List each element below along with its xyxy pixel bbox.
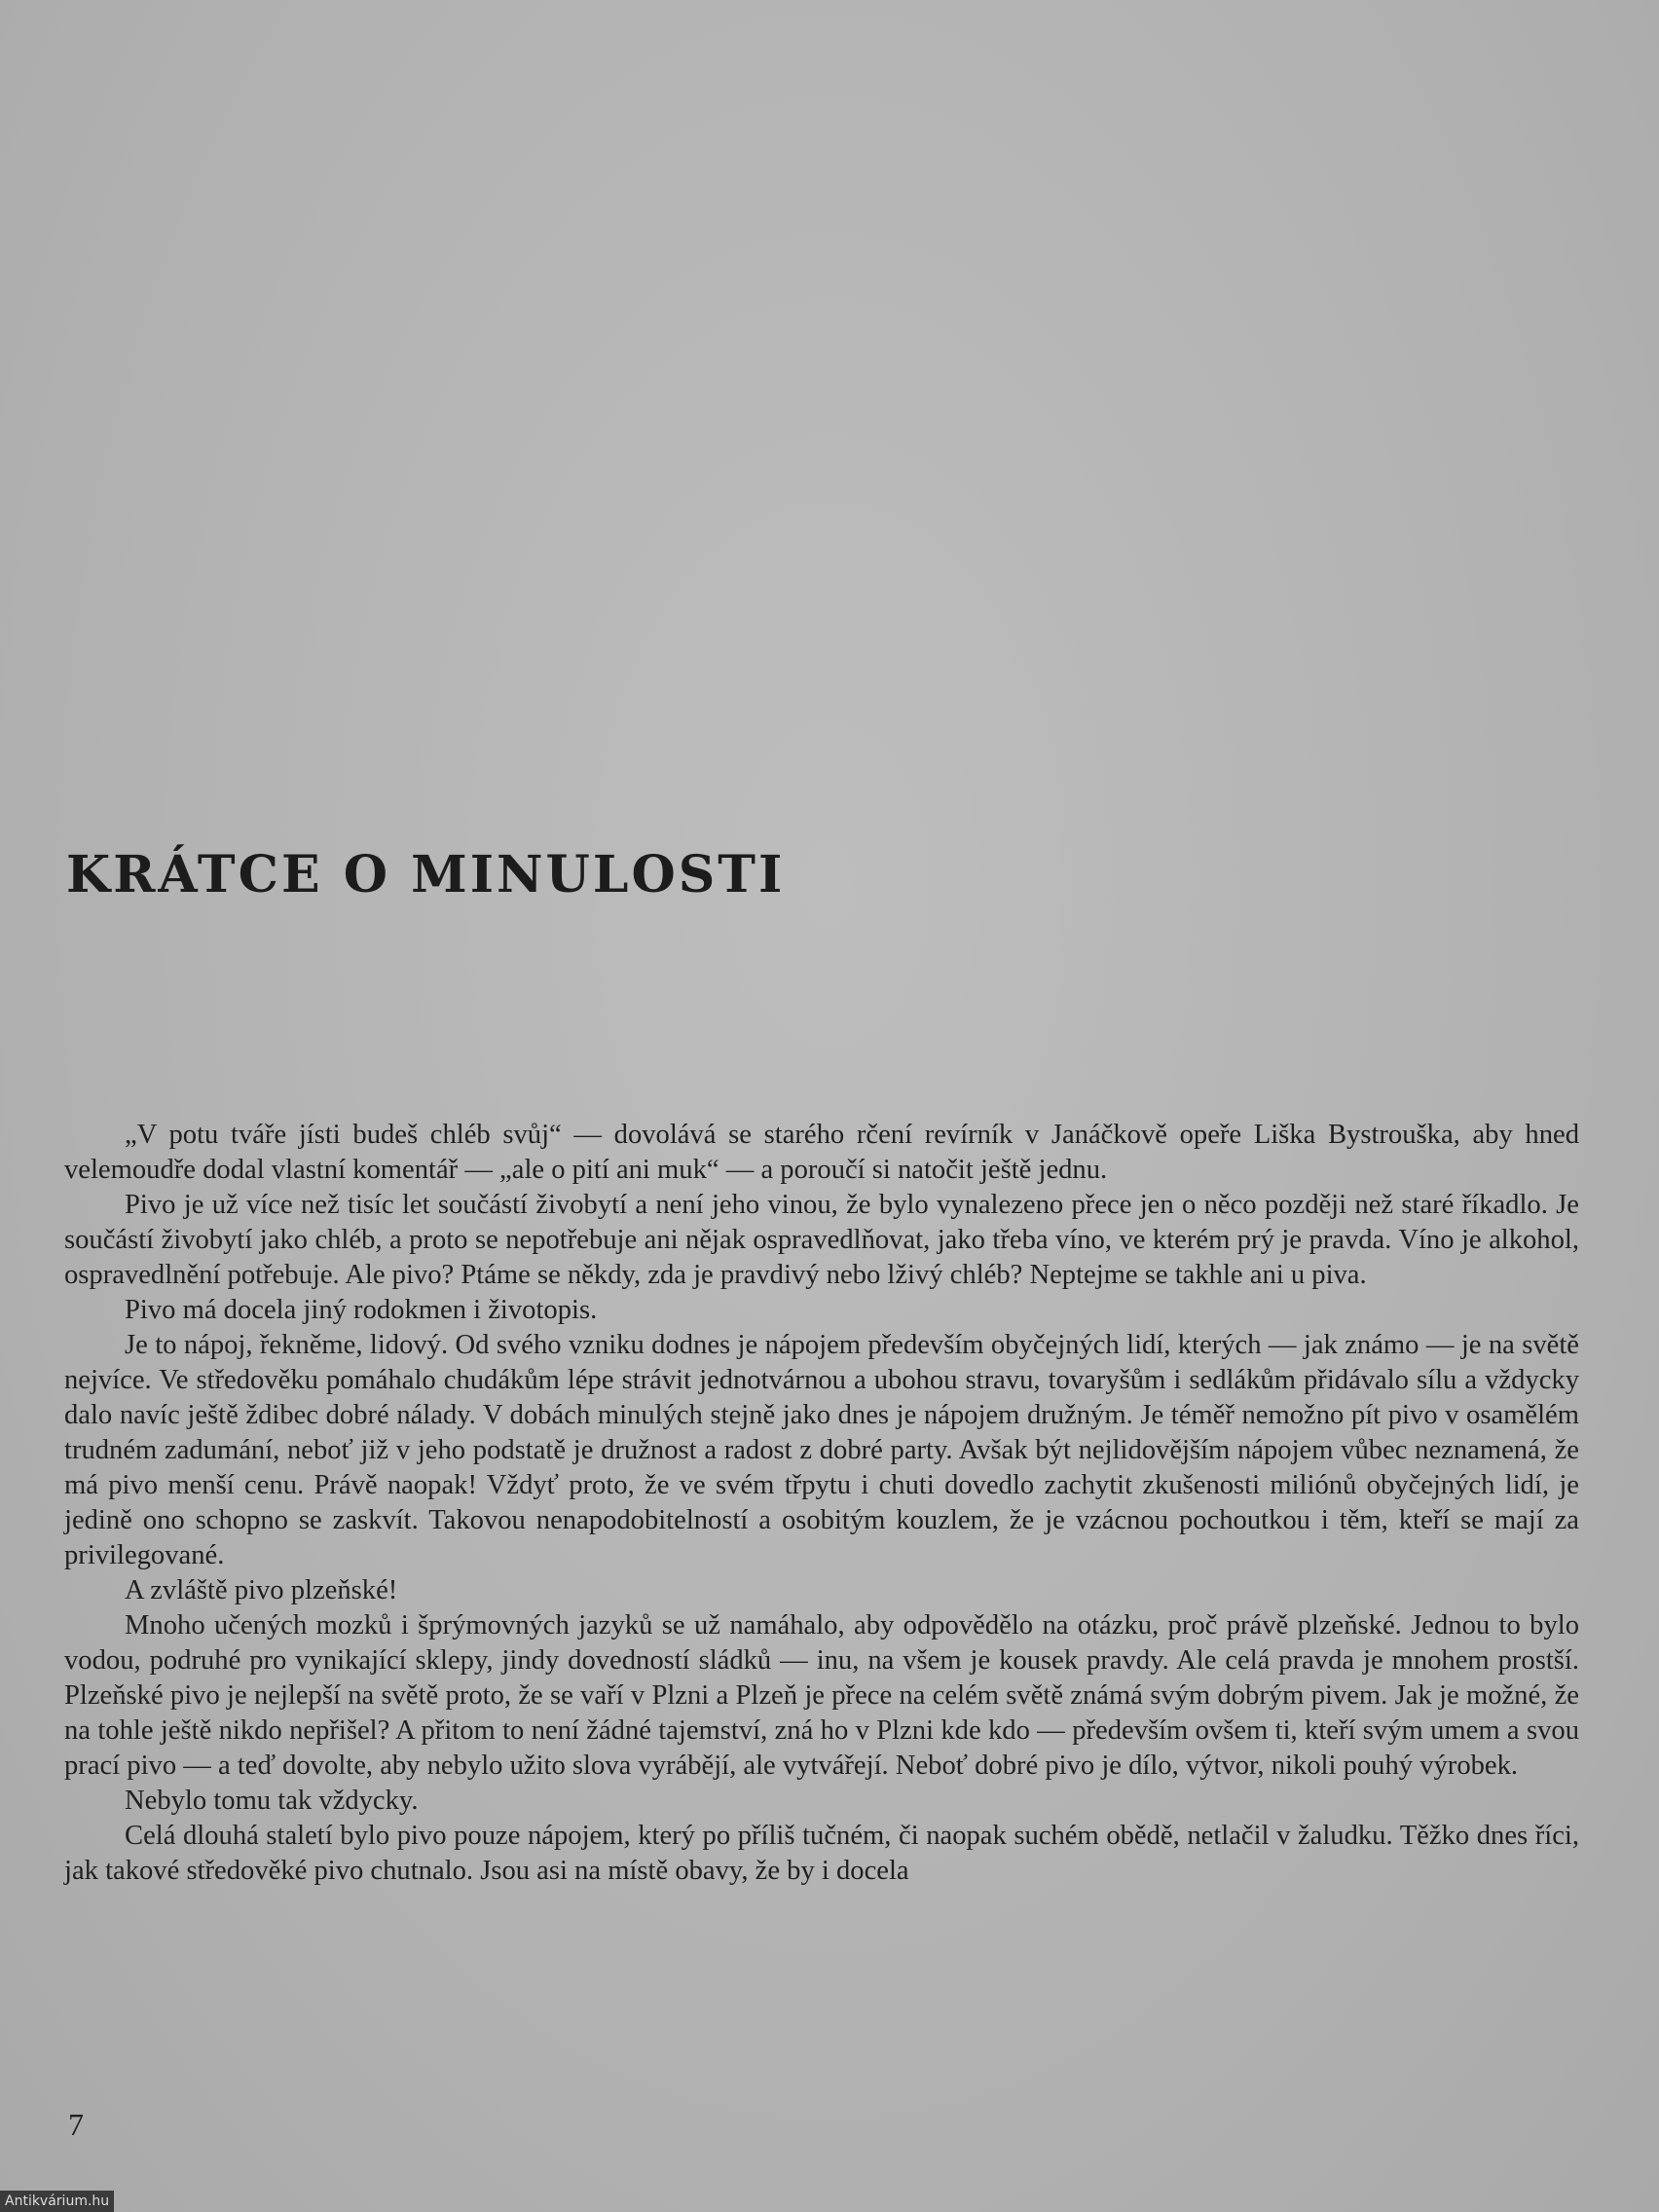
paragraph: Pivo je už více než tisíc let součástí živobytí a není jeho vinou, že bylo vynalezeno přece jen o něco později než staré říkadlo. Je součástí živobytí jako chléb, a proto se nepotřebuje ani nějak ospravedlňovat, jako třeba víno, ve kterém prý je pravda. Víno je alkohol, ospravedlnění potřebuje. Ale pivo? Ptáme se někdy, zda je pravdivý nebo lživý chléb? Neptejme se takhle ani u piva.	[64, 1190, 1579, 1290]
page-number: 7	[68, 2107, 84, 2142]
paragraph: Pivo má docela jiný rodokmen i životopis.	[125, 1295, 598, 1325]
paragraph: Mnoho učených mozků i šprýmovných jazyků se už namáhalo, aby odpovědělo na otázku, proč právě plzeňské. Jednou to bylo vodou, podruhé pro vynikající sklepy, jindy dovedností sládků — inu, na všem je kousek pravdy. Ale celá pravda je mnohem prostší. Plzeňské pivo je nejlepší na světě proto, že se vaří v Plzni a Plzeň je přece na celém světě známá svým dobrým pivem. Jak je možné, že na tohle ještě nikdo nepřišel? A přitom to není žádné tajemství, zná ho v Plzni kde kdo — především ovšem ti, kteří svým umem a svou prací pivo — a teď dovolte, aby nebylo užito slova vyrábějí, ale vytvářejí. Neboť dobré pivo je dílo, výtvor, nikoli pouhý výrobek.	[64, 1610, 1579, 1781]
paragraph: Celá dlouhá staletí bylo pivo pouze nápojem, který po příliš tučném, či naopak suchém obědě, netlačil v žaludku. Těžko dnes říci, jak takové středověké pivo chutnalo. Jsou asi na místě obavy, že by i docela	[64, 1821, 1579, 1886]
body-text	[64, 1118, 1579, 1889]
watermark-label: Antikvárium.hu	[0, 2191, 114, 2212]
paragraph: Nebylo tomu tak vždycky.	[125, 1786, 419, 1816]
chapter-heading: KRÁTCE O MINULOSTI	[66, 845, 786, 904]
paragraph: A zvláště pivo plzeňské!	[125, 1575, 398, 1605]
paragraph: „V potu tváře jísti budeš chléb svůj“ — dovolává se starého rčení revírník v Janáčkově opeře Liška Bystrouška, aby hned velemoudře dodal vlastní komentář — „ale o pití ani muk“ — a poroučí si natočit ještě jednu.	[64, 1120, 1579, 1185]
paragraph: Je to nápoj, řekněme, lidový. Od svého vzniku dodnes je nápojem především obyčejných lidí, kterých — jak známo — je na světě nejvíce. Ve středověku pomáhalo chudákům lépe strávit jednotvárnou a ubohou stravu, tovaryšům i sedlákům přidávalo sílu a vždycky dalo navíc ještě ždibec dobré nálady. V dobách minulých stejně jako dnes je nápojem družným. Je téměř nemožno pít pivo v osamělém trudném zadumání, neboť již v jeho podstatě je družnost a radost z dobré party. Avšak být nejlidovějším nápojem vůbec neznamená, že má pivo menší cenu. Právě naopak! Vždyť proto, že ve svém třpytu i chuti dovedlo zachytit zkušenosti miliónů obyčejných lidí, je jedině ono schopno se zaskvít. Takovou nenapodobitelností a osobitým kouzlem, že je vzácnou pochoutkou i těm, kteří se mají za privilegované.	[64, 1330, 1579, 1570]
